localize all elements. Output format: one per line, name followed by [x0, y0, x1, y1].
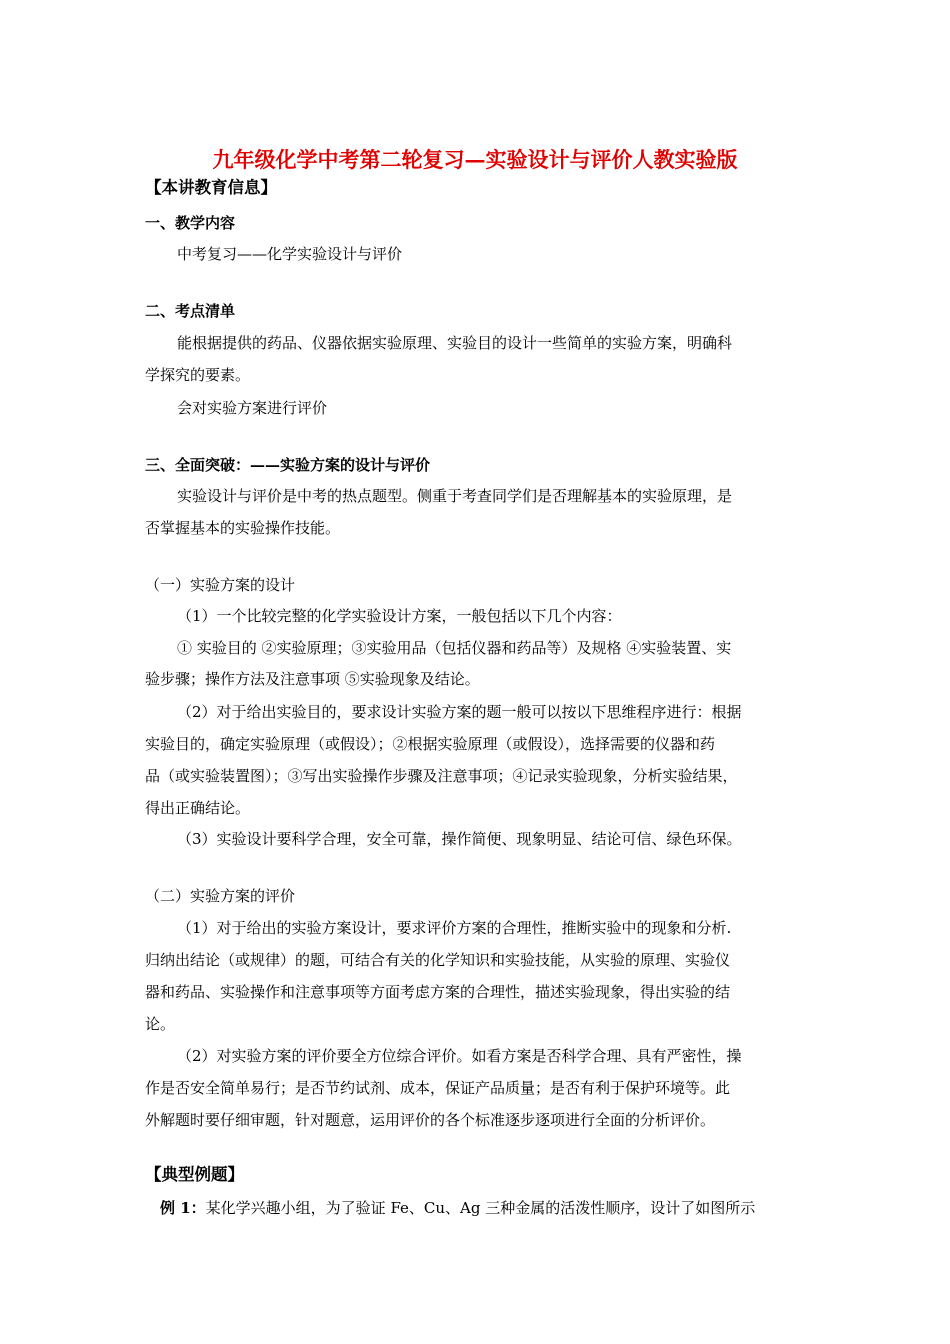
design-item-2-line: 品（或实验装置图）；③写出实验操作步骤及注意事项；④记录实验现象，分析实验结果， [145, 767, 738, 785]
info-heading: 【本讲教育信息】 [145, 178, 277, 197]
evaluation-item-1-line: 器和药品、实验操作和注意事项等方面考虑方案的合理性，描述实验现象，得出实验的结 [145, 983, 731, 1001]
design-heading: （一）实验方案的设计 [145, 576, 296, 594]
design-item-1-line: 验步骤；操作方法及注意事项 ⑤实验现象及结论。 [145, 670, 480, 688]
design-item-1: （1）一个比较完整的化学实验设计方案，一般包括以下几个内容： [177, 607, 622, 625]
design-item-2-line: 实验目的，确定实验原理（或假设）；②根据实验原理（或假设），选择需要的仪器和药 [145, 735, 716, 753]
section-2-para: 会对实验方案进行评价 [177, 399, 328, 417]
evaluation-item-1-line: 归纳出结论（或规律）的题，可结合有关的化学知识和实验技能，从实验的原理、实验仪 [145, 951, 731, 969]
example-1-text: 某化学兴趣小组，为了验证 Fe、Cu、Ag 三种金属的活泼性顺序，设计了如图所示 [205, 1199, 756, 1217]
example-1-label: 例 1： [160, 1199, 206, 1217]
evaluation-item-1-line: 论。 [145, 1015, 176, 1033]
section-3-para-line: 实验设计与评价是中考的热点题型。侧重于考查同学们是否理解基本的实验原理，是 [177, 487, 733, 505]
design-item-1-line: ① 实验目的 ②实验原理；③实验用品（包括仪器和药品等）及规格 ④实验装置、实 [177, 639, 732, 657]
section-2-para-line: 学探究的要素。 [145, 366, 251, 384]
evaluation-item-2-line: 外解题时要仔细审题，针对题意，运用评价的各个标准逐步逐项进行全面的分析评价。 [145, 1111, 716, 1129]
section-3-heading: 三、全面突破：——实验方案的设计与评价 [145, 456, 431, 474]
design-item-3: （3）实验设计要科学合理，安全可靠，操作简便、现象明显、结论可信、绿色环保。 [177, 830, 742, 848]
examples-heading: 【典型例题】 [145, 1165, 244, 1184]
evaluation-item-2-line: （2）对实验方案的评价要全方位综合评价。如看方案是否科学合理、具有严密性，操 [177, 1047, 742, 1065]
section-1-text: 中考复习——化学实验设计与评价 [177, 245, 403, 263]
design-item-2-line: 得出正确结论。 [145, 799, 251, 817]
evaluation-item-1-line: （1）对于给出的实验方案设计，要求评价方案的合理性，推断实验中的现象和分析. [177, 919, 732, 937]
evaluation-heading: （二）实验方案的评价 [145, 887, 296, 905]
section-3-para-line: 否掌握基本的实验操作技能。 [145, 519, 341, 537]
section-2-heading: 二、考点清单 [145, 302, 236, 320]
evaluation-item-2-line: 作是否安全简单易行；是否节约试剂、成本，保证产品质量；是否有利于保护环境等。此 [145, 1079, 731, 1097]
section-2-para-line: 能根据提供的药品、仪器依据实验原理、实验目的设计一些简单的实验方案，明确科 [177, 334, 733, 352]
example-1-line [160, 1196, 755, 1220]
document-title: 九年级化学中考第二轮复习—实验设计与评价人教实验版 [212, 147, 738, 172]
design-item-2-line: （2）对于给出实验目的，要求设计实验方案的题一般可以按以下思维程序进行：根据 [177, 703, 742, 721]
section-1-heading: 一、教学内容 [145, 214, 236, 232]
